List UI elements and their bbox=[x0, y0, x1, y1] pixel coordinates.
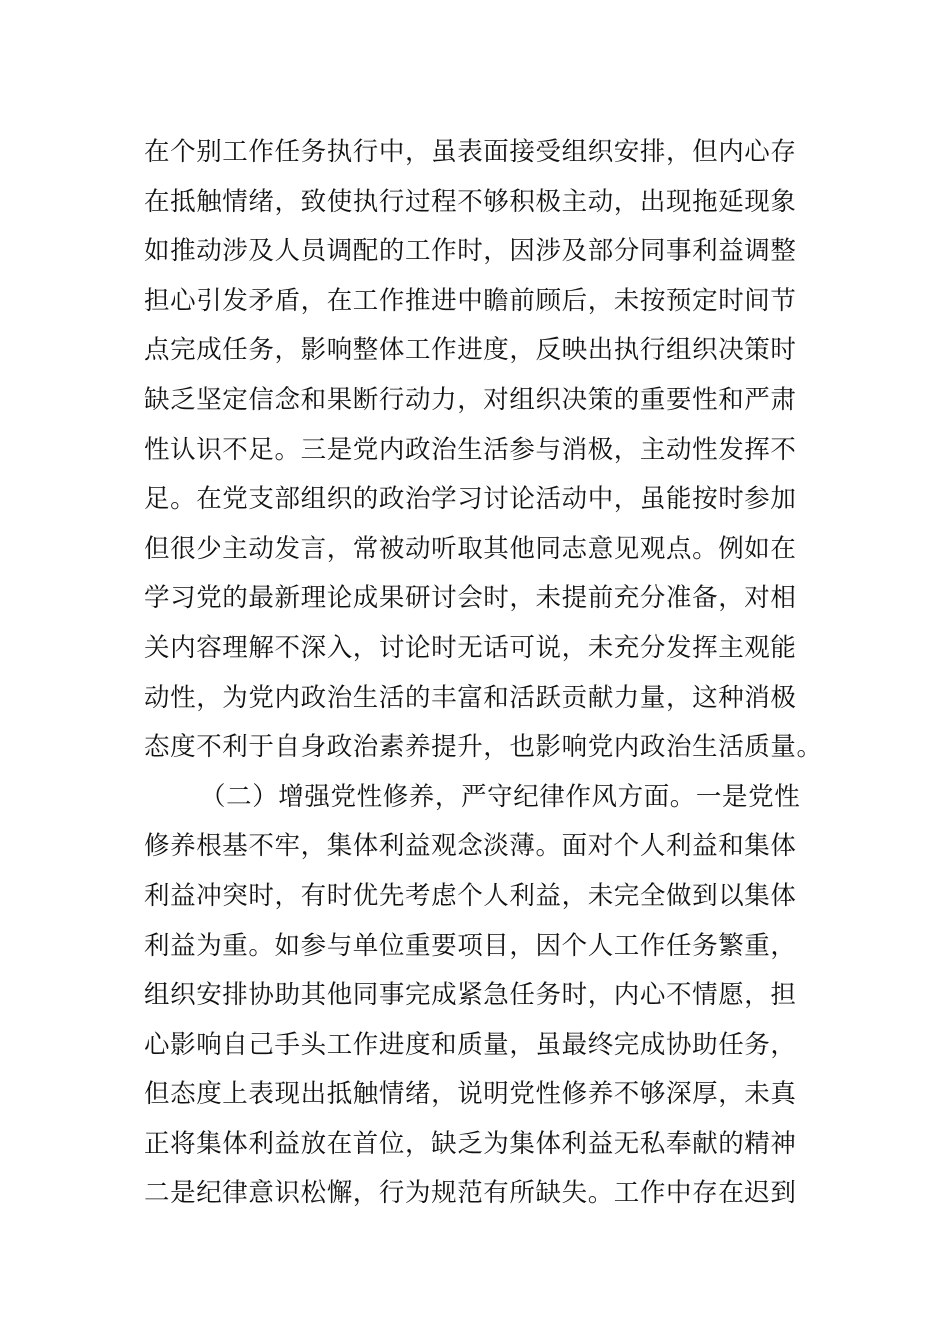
text-line: 担心引发矛盾，在工作推进中瞻前顾后，未按预定时间节 bbox=[144, 285, 797, 316]
text-line: 缺乏坚定信念和果断行动力，对组织决策的重要性和严肃 bbox=[144, 384, 797, 415]
text-line: 性认识不足。三是党内政治生活参与消极，主动性发挥不 bbox=[144, 434, 797, 465]
section-heading-line: （二）增强党性修养，严守纪律作风方面。一是党性 bbox=[200, 781, 801, 812]
text-line: 利益为重。如参与单位重要项目，因个人工作任务繁重， bbox=[144, 930, 797, 961]
text-line: 心影响自己手头工作进度和质量，虽最终完成协助任务， bbox=[144, 1029, 797, 1060]
text-line: 点完成任务，影响整体工作进度，反映出执行组织决策时 bbox=[144, 335, 797, 366]
text-line: 正将集体利益放在首位，缺乏为集体利益无私奉献的精神 bbox=[144, 1128, 797, 1159]
text-line: 但态度上表现出抵触情绪，说明党性修养不够深厚，未真 bbox=[144, 1079, 797, 1110]
text-line: 足。在党支部组织的政治学习讨论活动中，虽能按时参加 bbox=[144, 484, 797, 515]
text-line: 在抵触情绪，致使执行过程不够积极主动，出现拖延现象 bbox=[144, 186, 797, 217]
text-line: 但很少主动发言，常被动听取其他同志意见观点。例如在 bbox=[144, 533, 797, 564]
text-line: 如推动涉及人员调配的工作时，因涉及部分同事利益调整 bbox=[144, 236, 797, 267]
text-line: 动性，为党内政治生活的丰富和活跃贡献力量，这种消极 bbox=[144, 682, 797, 713]
text-line: 修养根基不牢，集体利益观念淡薄。面对个人利益和集体 bbox=[144, 831, 797, 862]
text-line: 态度不利于自身政治素养提升，也影响党内政治生活质量。 bbox=[144, 732, 823, 763]
text-line: 学习党的最新理论成果研讨会时，未提前充分准备，对相 bbox=[144, 583, 797, 614]
body-text bbox=[144, 128, 823, 1219]
text-line: 组织安排协助其他同事完成紧急任务时，内心不情愿，担 bbox=[144, 980, 797, 1011]
text-line: 利益冲突时，有时优先考虑个人利益，未完全做到以集体 bbox=[144, 880, 797, 911]
text-line: 在个别工作任务执行中，虽表面接受组织安排，但内心存 bbox=[144, 137, 797, 167]
text-line: 二是纪律意识松懈，行为规范有所缺失。工作中存在迟到 bbox=[144, 1178, 797, 1209]
text-line: 关内容理解不深入，讨论时无话可说，未充分发挥主观能 bbox=[144, 632, 797, 663]
